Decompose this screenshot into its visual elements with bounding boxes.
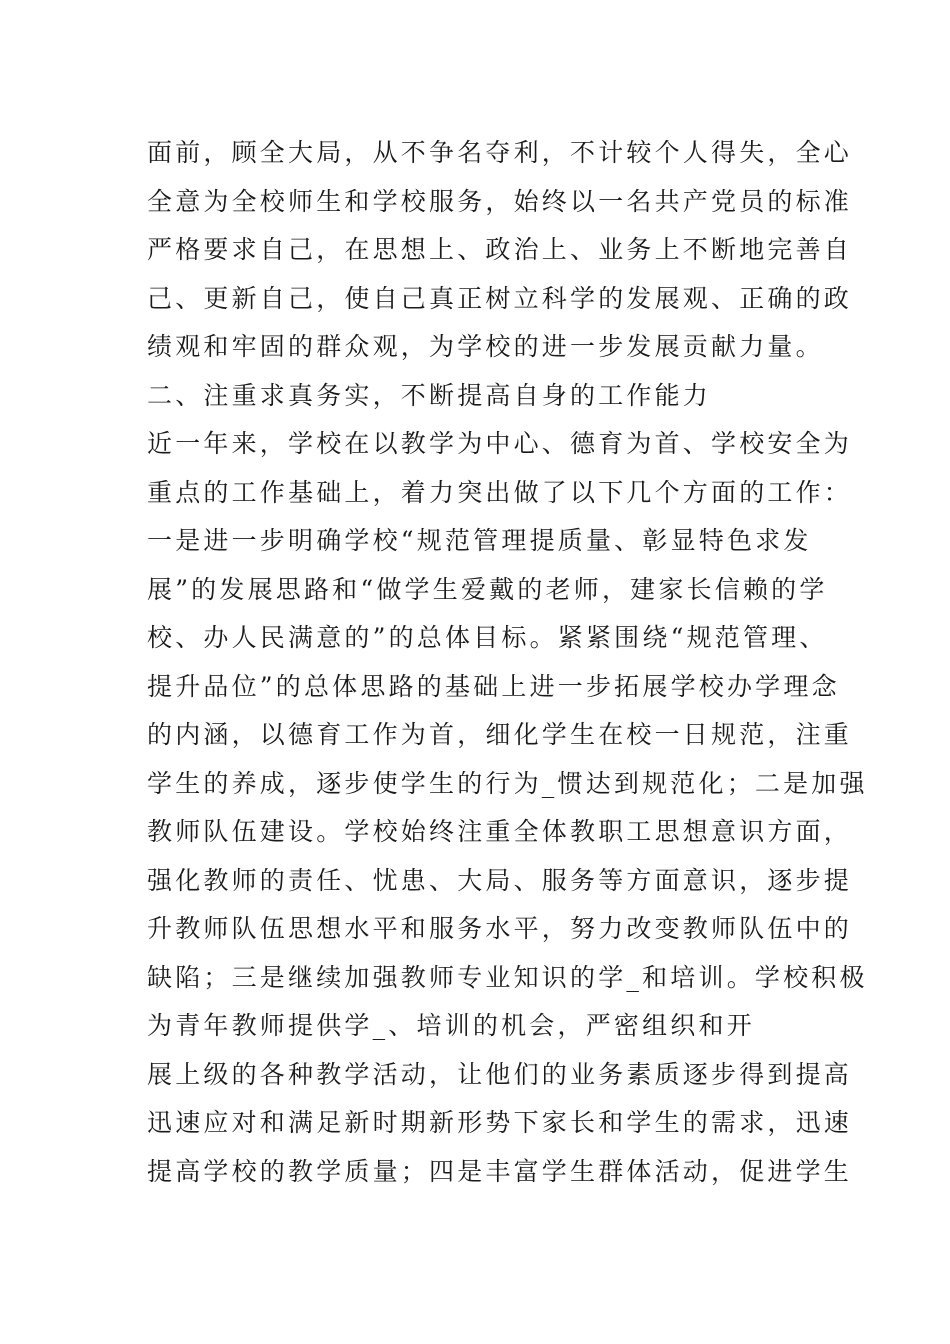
text-line: 展上级的各种教学活动，让他们的业务素质逐步得到提高: [147, 1059, 853, 1089]
text-line: 强化教师的责任、忧患、大局、服务等方面意识，逐步提: [147, 865, 853, 895]
body-text: [147, 129, 868, 1196]
text-line: 一是进一步明确学校“规范管理提质量、彰显特色求发: [147, 526, 812, 555]
text-line: 为青年教师提供学_、培训的机会，严密组织和开: [147, 1011, 755, 1040]
text-line: 提升品位”的总体思路的基础上进一步拓展学校办学理念: [147, 671, 840, 701]
text-line: 全意为全校师生和学校服务，始终以一名共产党员的标准: [147, 186, 853, 216]
text-line: 学生的养成，逐步使学生的行为_惯达到规范化；二是加强: [147, 768, 868, 798]
text-line: 严格要求自己，在思想上、政治上、业务上不断地完善自: [147, 235, 853, 264]
text-line: 己、更新自己，使自己真正树立科学的发展观、正确的政: [147, 283, 853, 313]
text-line: 校、办人民满意的”的总体目标。紧紧围绕“规范管理、: [147, 623, 828, 652]
text-line: 迅速应对和满足新时期新形势下家长和学生的需求，迅速: [147, 1108, 853, 1137]
text-line: 的内涵，以德育工作为首，细化学生在校一日规范，注重: [147, 720, 853, 749]
text-line: 重点的工作基础上，着力突出做了以下几个方面的工作：: [147, 477, 853, 507]
text-line: 面前，顾全大局，从不争名夺利，不计较个人得失，全心: [147, 138, 853, 167]
text-line: 近一年来，学校在以教学为中心、德育为首、学校安全为: [147, 429, 853, 458]
text-line: 展”的发展思路和“做学生爱戴的老师，建家长信赖的学: [147, 574, 828, 604]
text-line: 升教师队伍思想水平和服务水平，努力改变教师队伍中的: [147, 914, 853, 943]
text-line: 缺陷；三是继续加强教师专业知识的学_和培训。学校积极: [147, 962, 868, 992]
text-line: 绩观和牢固的群众观，为学校的进一步发展贡献力量。: [147, 332, 824, 361]
section-heading: 二、注重求真务实，不断提高自身的工作能力: [147, 380, 712, 410]
text-line: 教师队伍建设。学校始终注重全体教职工思想意识方面，: [147, 817, 853, 846]
text-line: 提高学校的教学质量；四是丰富学生群体活动，促进学生: [147, 1156, 853, 1186]
